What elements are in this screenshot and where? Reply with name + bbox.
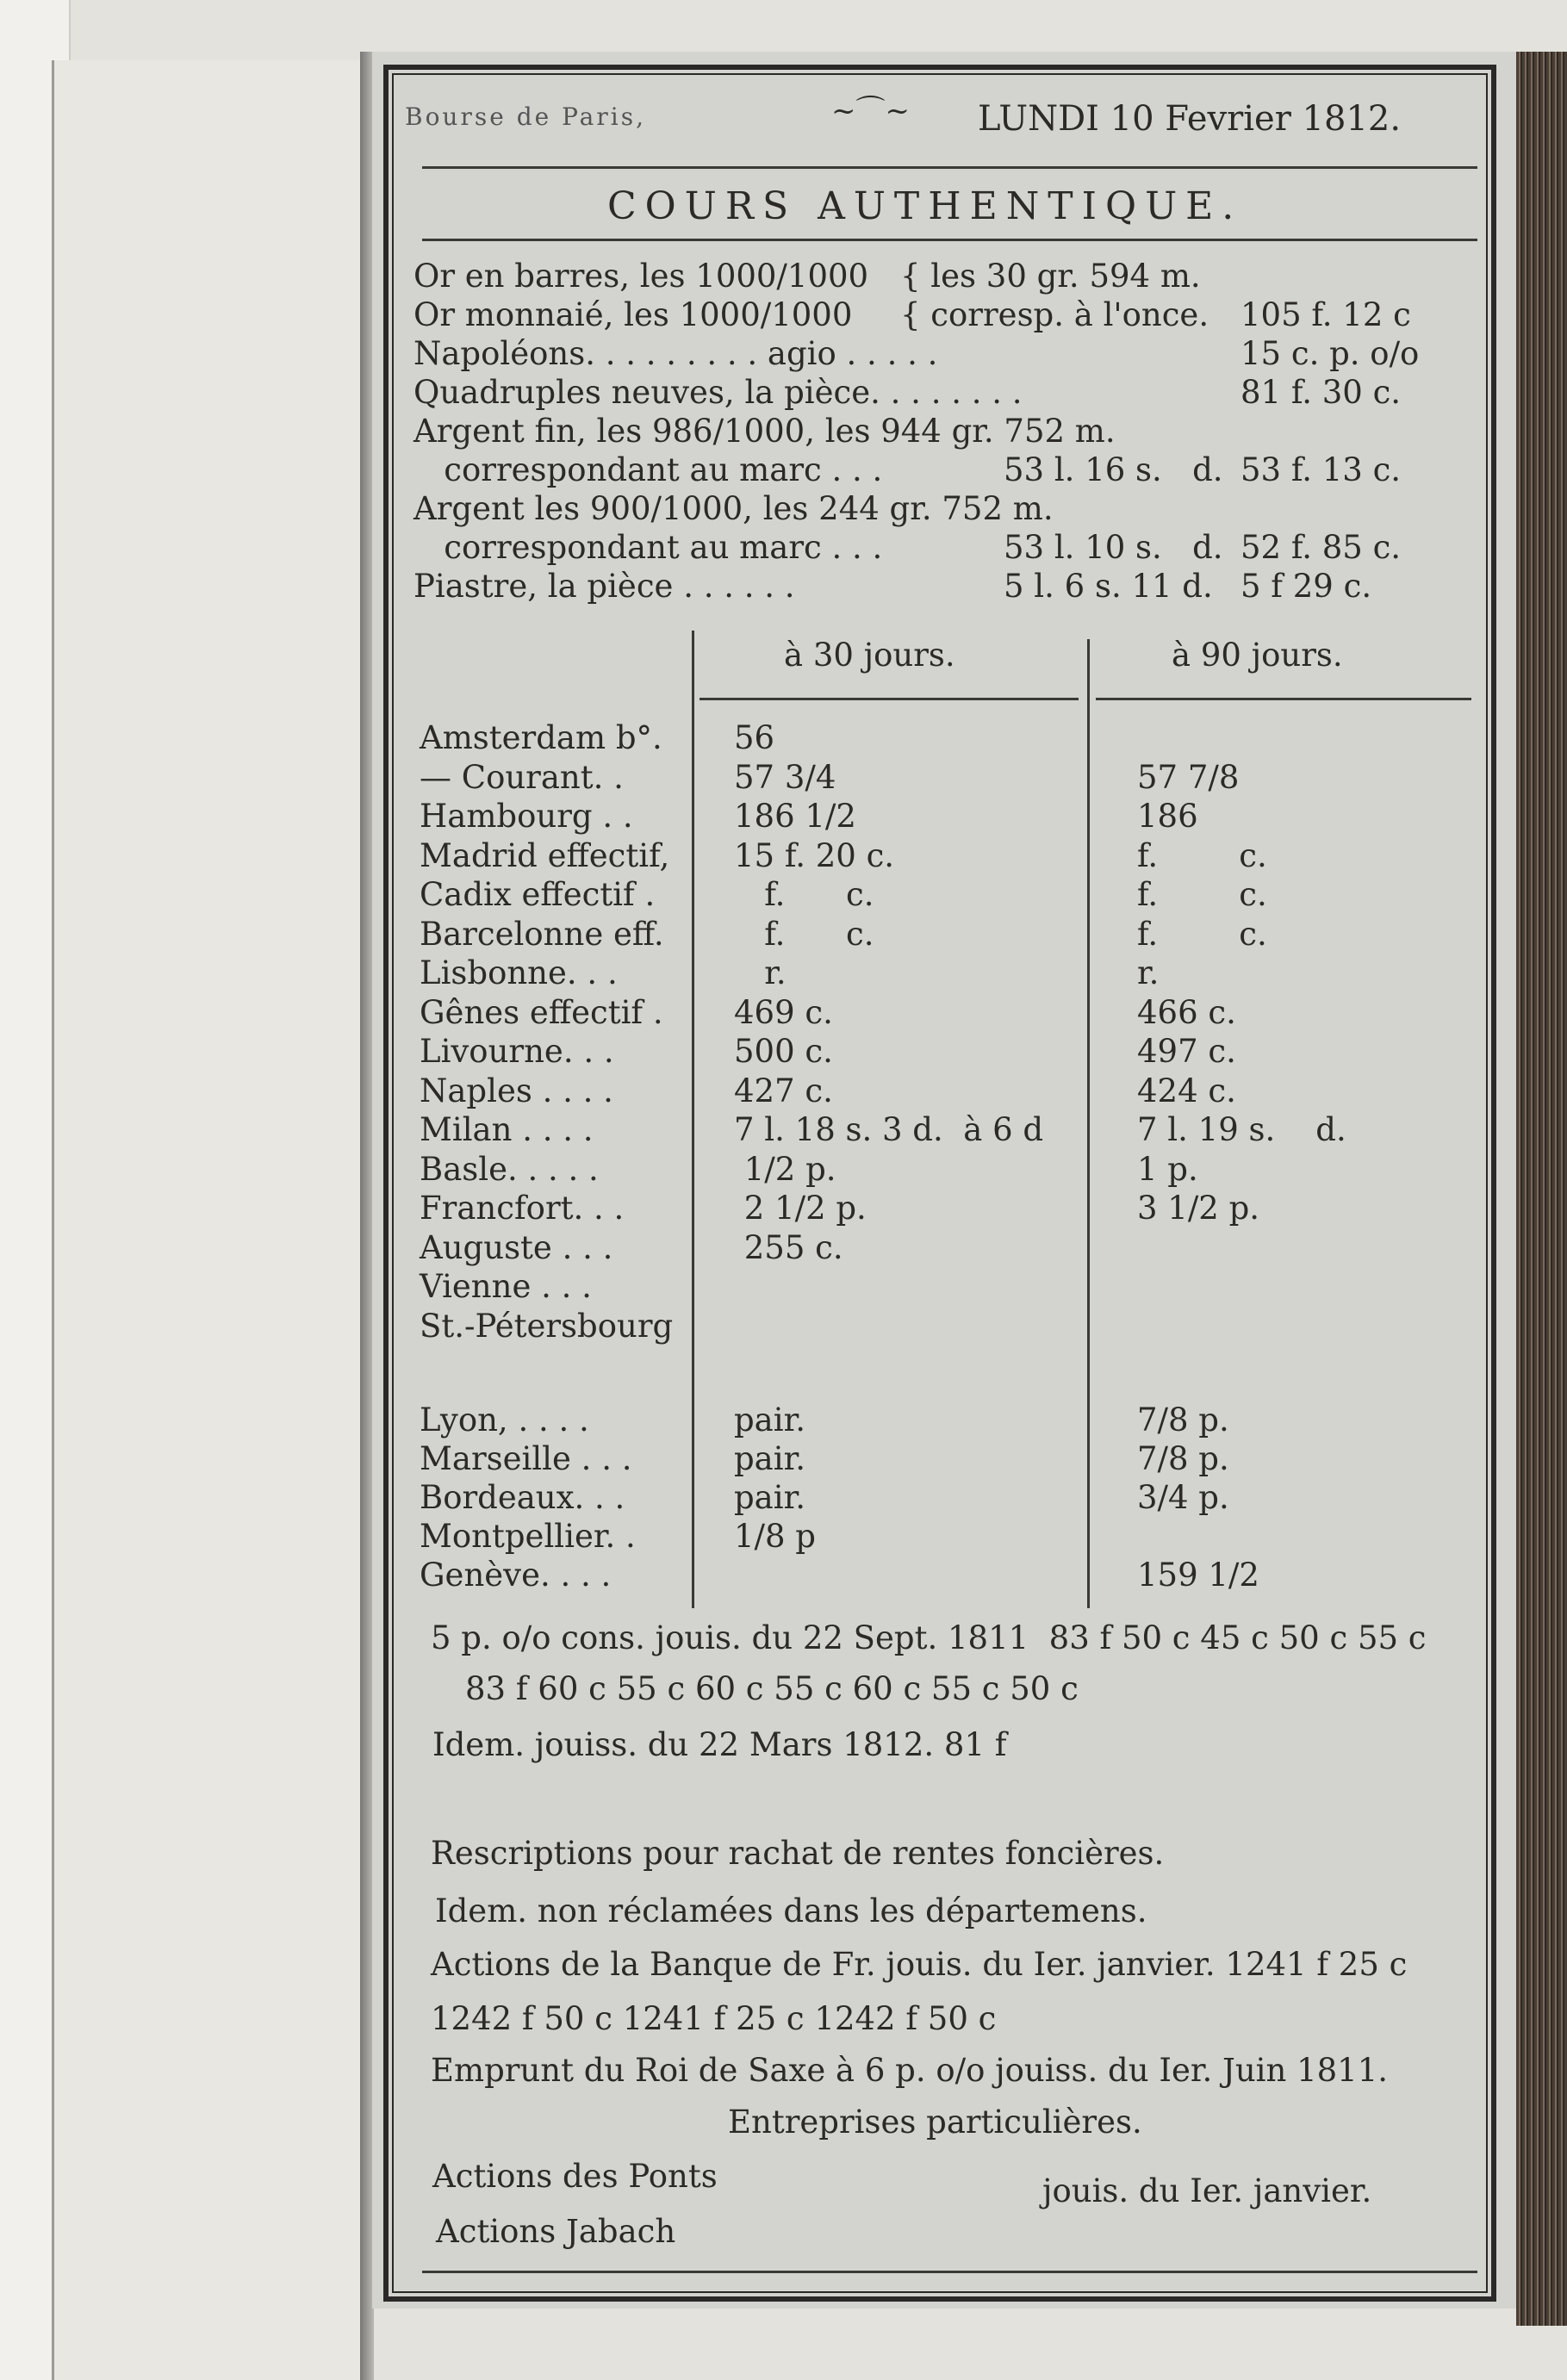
rentes-line: Idem. jouiss. du 22 Mars 1812. 81 f bbox=[432, 1726, 1007, 1763]
exchange-90-days: f. c. bbox=[1137, 876, 1267, 913]
exchange-90-days: 424 c. bbox=[1137, 1072, 1236, 1109]
header-left: Bourse de Paris, bbox=[405, 103, 646, 131]
bullion-label: Quadruples neuves, la pièce. . . . . . . . bbox=[414, 374, 1023, 411]
exchange-30-days: 469 c. bbox=[734, 993, 833, 1031]
title-rule bbox=[422, 239, 1477, 241]
exchange-30-days: 7 l. 18 s. 3 d. à 6 d bbox=[734, 1111, 1044, 1148]
domestic-place: Lyon, . . . . bbox=[420, 1401, 589, 1439]
header-rule bbox=[422, 166, 1477, 169]
exchange-30-days: 255 c. bbox=[734, 1228, 843, 1266]
exchange-30-days: 57 3/4 bbox=[734, 758, 836, 796]
exchange-90-days: 466 c. bbox=[1137, 993, 1236, 1031]
exchange-90-days: 497 c. bbox=[1137, 1033, 1236, 1070]
exchange-30-days: 56 bbox=[734, 719, 775, 756]
exchange-30-days: f. c. bbox=[734, 876, 874, 913]
exchange-place: Basle. . . . . bbox=[420, 1150, 599, 1188]
exchange-30-days: 2 1/2 p. bbox=[734, 1190, 867, 1227]
domestic-place: Montpellier. . bbox=[420, 1518, 636, 1555]
bullion-detail: 53 l. 16 s. d. bbox=[1004, 451, 1223, 488]
column-rule-right bbox=[1087, 639, 1090, 1608]
bullion-label: correspondant au marc . . . bbox=[414, 529, 883, 566]
bullion-label: Or monnaié, les 1000/1000 bbox=[414, 296, 853, 333]
ponts-left: Actions des Ponts bbox=[432, 2158, 718, 2195]
exchange-place: Livourne. . . bbox=[420, 1033, 614, 1070]
exchange-30-days: 186 1/2 bbox=[734, 798, 856, 835]
bottom-line: Rescriptions pour rachat de rentes foncières. bbox=[431, 1835, 1165, 1872]
domestic-90-days: 7/8 p. bbox=[1137, 1440, 1229, 1477]
exchange-place: Naples . . . . bbox=[420, 1072, 613, 1109]
exchange-place: St.-Pétersbourg bbox=[420, 1307, 674, 1345]
exchange-90-days: r. bbox=[1137, 954, 1160, 991]
rentes-line: 5 p. o/o cons. jouis. du 22 Sept. 1811 83 f 50 c 45 c 50 c 55 c bbox=[431, 1619, 1427, 1656]
domestic-30-days: pair. bbox=[734, 1440, 805, 1477]
bullion-label: correspondant au marc . . . bbox=[414, 451, 883, 488]
bullion-detail: { corresp. à l'once. bbox=[900, 296, 1209, 333]
domestic-30-days: pair. bbox=[734, 1479, 805, 1516]
exchange-90-days: f. c. bbox=[1137, 836, 1267, 874]
exchange-30-days: 1/2 p. bbox=[734, 1150, 836, 1188]
exchange-place: Francfort. . . bbox=[420, 1190, 625, 1227]
bullion-detail: 5 l. 6 s. 11 d. bbox=[1004, 568, 1213, 605]
exchange-place: Cadix effectif . bbox=[420, 876, 656, 913]
domestic-90-days: 3/4 p. bbox=[1137, 1479, 1229, 1516]
exchange-place: Lisbonne. . . bbox=[420, 954, 618, 991]
exchange-place: Amsterdam b°. bbox=[420, 719, 662, 756]
exchange-place: — Courant. . bbox=[420, 758, 624, 796]
bullion-value: 81 f. 30 c. bbox=[1241, 374, 1402, 411]
bullion-label: Or en barres, les 1000/1000 bbox=[414, 258, 869, 295]
header-date: LUNDI 10 Fevrier 1812. bbox=[978, 99, 1402, 139]
bottom-line: Idem. non réclamées dans les départemens. bbox=[435, 1892, 1147, 1929]
bottom-rule bbox=[422, 2271, 1477, 2273]
bullion-value: 5 f 29 c. bbox=[1241, 568, 1372, 605]
exchange-30-days: 427 c. bbox=[734, 1072, 833, 1109]
exchange-30-days: r. bbox=[734, 954, 787, 991]
bullion-detail: 53 l. 10 s. d. bbox=[1004, 529, 1223, 566]
page-edges bbox=[1516, 52, 1567, 2326]
exchange-30-days: 15 f. 20 c. bbox=[734, 836, 895, 874]
bottom-line: Actions de la Banque de Fr. jouis. du Ier. janvier. 1241 f 25 c bbox=[431, 1946, 1408, 1983]
bullion-label: Argent fin, les 986/1000, les 944 gr. 752 m. bbox=[414, 413, 1116, 450]
exchange-place: Auguste . . . bbox=[420, 1228, 613, 1266]
exchange-90-days: 57 7/8 bbox=[1137, 758, 1240, 796]
bottom-line: Emprunt du Roi de Saxe à 6 p. o/o jouiss. du Ier. Juin 1811. bbox=[431, 2052, 1388, 2089]
bullion-label: Napoléons. . . . . . . . . agio . . . . . bbox=[414, 335, 938, 372]
exchange-90-days: 186 bbox=[1137, 798, 1198, 835]
exchange-30-days: 500 c. bbox=[734, 1033, 833, 1070]
exchange-place: Milan . . . . bbox=[420, 1111, 594, 1148]
exchange-place: Vienne . . . bbox=[420, 1268, 592, 1305]
column-rule-left bbox=[692, 631, 694, 1608]
bullion-value: 105 f. 12 c bbox=[1241, 296, 1411, 333]
col30-header: à 30 jours. bbox=[784, 637, 955, 674]
page-title: COURS AUTHENTIQUE. bbox=[607, 184, 1243, 228]
domestic-place: Marseille . . . bbox=[420, 1440, 632, 1477]
col30-header-rule bbox=[700, 698, 1079, 700]
domestic-90-days: 7/8 p. bbox=[1137, 1401, 1229, 1439]
exchange-90-days: 1 p. bbox=[1137, 1150, 1198, 1188]
domestic-30-days: pair. bbox=[734, 1401, 805, 1439]
jabach: Actions Jabach bbox=[436, 2213, 676, 2250]
exchange-30-days: f. c. bbox=[734, 915, 874, 953]
exchange-90-days: 3 1/2 p. bbox=[1137, 1190, 1260, 1227]
rentes-line: 83 f 60 c 55 c 60 c 55 c 60 c 55 c 50 c bbox=[465, 1670, 1079, 1707]
bullion-label: Piastre, la pièce . . . . . . bbox=[414, 568, 795, 605]
exchange-90-days: 7 l. 19 s. d. bbox=[1137, 1111, 1346, 1148]
domestic-30-days: 1/8 p bbox=[734, 1518, 816, 1555]
exchange-place: Hambourg . . bbox=[420, 798, 633, 835]
ornament: ~⌒~ bbox=[831, 94, 910, 128]
bullion-value: 53 f. 13 c. bbox=[1241, 451, 1402, 488]
exchange-place: Gênes effectif . bbox=[420, 993, 663, 1031]
bullion-value: 52 f. 85 c. bbox=[1241, 529, 1402, 566]
exchange-place: Madrid effectif, bbox=[420, 836, 670, 874]
exchange-place: Barcelonne eff. bbox=[420, 915, 664, 953]
bullion-detail: { les 30 gr. 594 m. bbox=[900, 258, 1201, 295]
col90-header-rule bbox=[1096, 698, 1471, 700]
domestic-place: Bordeaux. . . bbox=[420, 1479, 625, 1516]
domestic-place: Genève. . . . bbox=[420, 1557, 612, 1594]
facing-blank-page bbox=[52, 60, 364, 2380]
bullion-value: 15 c. p. o/o bbox=[1241, 335, 1420, 372]
col90-header: à 90 jours. bbox=[1172, 637, 1343, 674]
exchange-90-days: f. c. bbox=[1137, 915, 1267, 953]
bullion-label: Argent les 900/1000, les 244 gr. 752 m. bbox=[414, 490, 1054, 527]
domestic-90-days: 159 1/2 bbox=[1137, 1557, 1259, 1594]
bottom-line: 1242 f 50 c 1241 f 25 c 1242 f 50 c bbox=[431, 2000, 997, 2037]
ponts-right: jouis. du Ier. janvier. bbox=[1042, 2172, 1372, 2209]
subheading: Entreprises particulières. bbox=[728, 2103, 1142, 2141]
